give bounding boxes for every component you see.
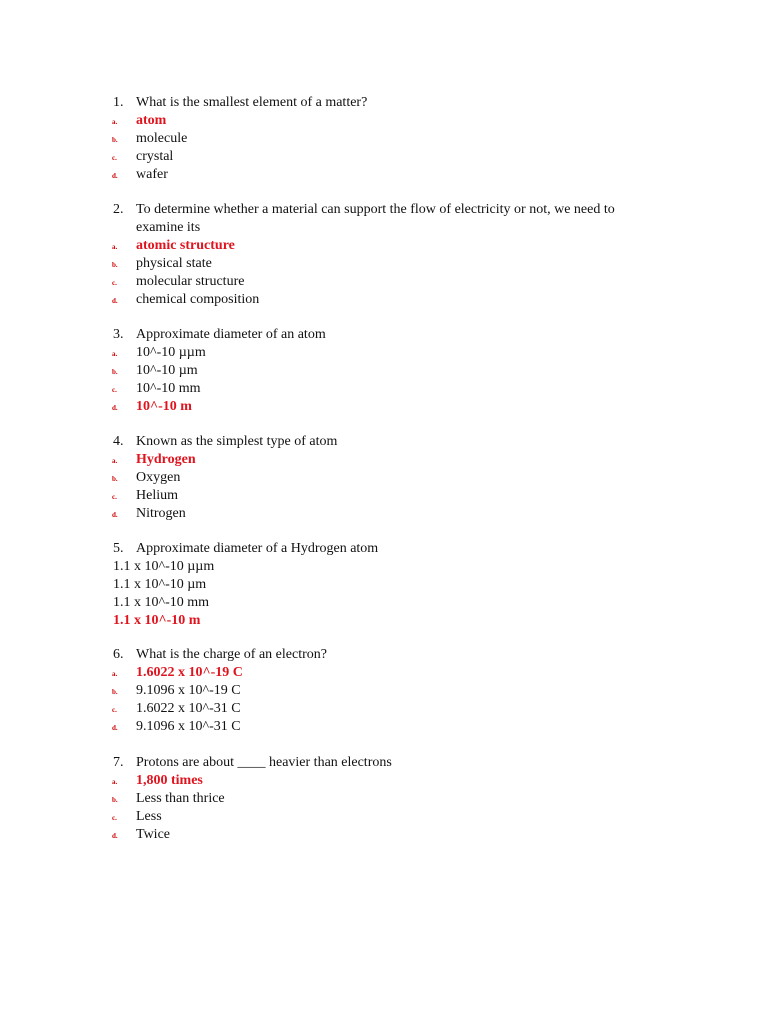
option-letter: c.	[112, 706, 117, 714]
option-a	[0, 344, 768, 362]
option-c	[0, 808, 768, 826]
option-text: Helium	[136, 488, 178, 503]
option-letter: b.	[112, 261, 118, 269]
option-d	[0, 398, 768, 416]
option-text: 1.1 x 10^-10 mm	[113, 595, 210, 610]
question-number: 5.	[113, 541, 124, 556]
option-1	[0, 558, 768, 576]
option-a	[0, 664, 768, 682]
option-text: molecular structure	[136, 274, 245, 289]
option-letter: c.	[112, 493, 117, 501]
question-1	[0, 94, 768, 184]
option-b	[0, 255, 768, 273]
option-text: 10^-10 µm	[136, 363, 198, 378]
option-d	[0, 505, 768, 523]
option-d	[0, 166, 768, 184]
question-number: 6.	[113, 647, 124, 662]
option-c	[0, 700, 768, 718]
option-text: 10^-10 mm	[136, 381, 201, 396]
option-text: 1.1 x 10^-10 µm	[113, 577, 207, 592]
option-text: 1.1 x 10^-10 µµm	[113, 559, 215, 574]
option-letter: a.	[112, 670, 118, 678]
option-c	[0, 148, 768, 166]
option-4	[0, 612, 768, 630]
option-letter: b.	[112, 796, 118, 804]
option-text: atom	[136, 113, 167, 128]
question-text: Approximate diameter of an atom	[136, 327, 326, 342]
option-letter: a.	[112, 243, 118, 251]
question-text: To determine whether a material can support the flow of electricity or not, we need to	[136, 202, 615, 217]
question-text: Protons are about ____ heavier than electrons	[136, 755, 392, 770]
option-text: crystal	[136, 149, 174, 164]
question-5	[0, 540, 768, 630]
option-text: 1,800 times	[136, 773, 203, 788]
question-number: 2.	[113, 202, 124, 217]
question-text: What is the charge of an electron?	[136, 647, 327, 662]
option-text: physical state	[136, 256, 212, 271]
option-b	[0, 362, 768, 380]
option-d	[0, 826, 768, 844]
option-text: Twice	[136, 827, 171, 842]
option-text: Nitrogen	[136, 506, 186, 521]
option-text: wafer	[136, 167, 168, 182]
option-letter: b.	[112, 136, 118, 144]
option-text: Oxygen	[136, 470, 181, 485]
option-text: 10^-10 µµm	[136, 345, 206, 360]
option-a	[0, 112, 768, 130]
question-7	[0, 754, 768, 844]
option-letter: d.	[112, 832, 118, 840]
option-letter: c.	[112, 154, 117, 162]
option-text: molecule	[136, 131, 188, 146]
option-c	[0, 380, 768, 398]
option-b	[0, 790, 768, 808]
option-text: atomic structure	[136, 238, 235, 253]
question-3	[0, 326, 768, 416]
option-letter: c.	[112, 279, 117, 287]
option-text: 1.6022 x 10^-31 C	[136, 701, 241, 716]
question-text: Approximate diameter of a Hydrogen atom	[136, 541, 379, 556]
option-letter: d.	[112, 297, 118, 305]
option-c	[0, 273, 768, 291]
option-text: Hydrogen	[136, 452, 196, 467]
question-number: 1.	[113, 95, 124, 110]
question-text-continued: examine its	[136, 220, 201, 235]
option-a	[0, 237, 768, 255]
option-text: Less than thrice	[136, 791, 225, 806]
question-number: 4.	[113, 434, 124, 449]
question-text: Known as the simplest type of atom	[136, 434, 338, 449]
option-b	[0, 469, 768, 487]
option-d	[0, 291, 768, 309]
option-letter: a.	[112, 778, 118, 786]
option-3	[0, 594, 768, 612]
question-number: 7.	[113, 755, 124, 770]
option-text: chemical composition	[136, 292, 260, 307]
option-letter: a.	[112, 457, 118, 465]
option-a	[0, 451, 768, 469]
option-d	[0, 718, 768, 736]
option-letter: a.	[112, 350, 118, 358]
option-text: 1.6022 x 10^-19 C	[136, 665, 243, 680]
option-2	[0, 576, 768, 594]
option-text: 9.1096 x 10^-31 C	[136, 719, 241, 734]
option-text: 9.1096 x 10^-19 C	[136, 683, 241, 698]
question-4	[0, 433, 768, 523]
option-letter: a.	[112, 118, 118, 126]
option-b	[0, 130, 768, 148]
question-2	[0, 201, 768, 309]
option-letter: c.	[112, 386, 117, 394]
option-letter: d.	[112, 172, 118, 180]
option-letter: d.	[112, 511, 118, 519]
question-6	[0, 646, 768, 736]
option-letter: b.	[112, 368, 118, 376]
option-a	[0, 772, 768, 790]
option-letter: d.	[112, 404, 118, 412]
option-b	[0, 682, 768, 700]
option-letter: d.	[112, 724, 118, 732]
option-letter: b.	[112, 475, 118, 483]
option-letter: c.	[112, 814, 117, 822]
question-text: What is the smallest element of a matter?	[136, 95, 368, 110]
option-letter: b.	[112, 688, 118, 696]
option-text: Less	[136, 809, 162, 824]
option-text: 1.1 x 10^-10 m	[113, 613, 201, 628]
question-number: 3.	[113, 327, 124, 342]
option-c	[0, 487, 768, 505]
option-text: 10^-10 m	[136, 399, 192, 414]
